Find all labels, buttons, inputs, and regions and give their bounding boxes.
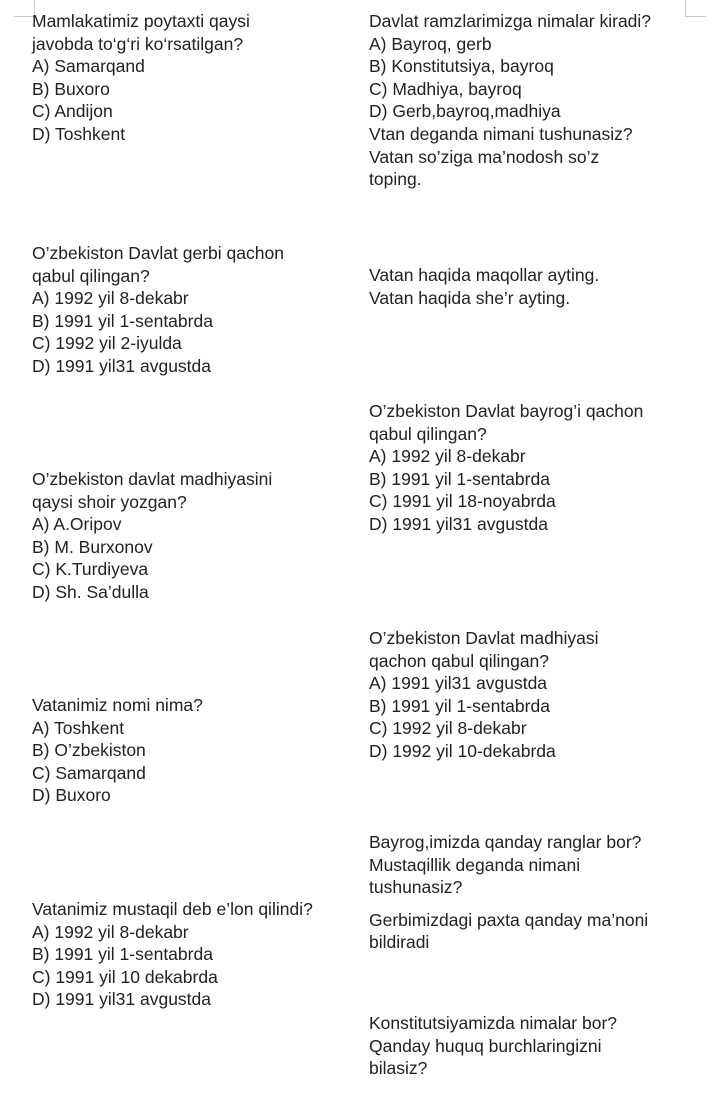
question-block-country-name [32, 694, 203, 807]
answer-option: B) 1991 yil 1-sentabrda [369, 695, 550, 716]
question-block-anthem-author [32, 468, 272, 604]
question-text: Qanday huquq burchlaringizni [369, 1035, 602, 1056]
question-text: O’zbekiston Davlat madhiyasi [369, 628, 599, 648]
answer-option: B) Konstitutsiya, bayroq [369, 56, 554, 77]
question-block-capital [32, 10, 250, 146]
answer-option: A) Bayroq, gerb [369, 33, 492, 54]
question-text: O’zbekiston davlat madhiyasini [32, 469, 273, 489]
page-corner-mark-right [685, 0, 706, 17]
question-text: Gerbimizdagi paxta qanday ma’noni [369, 909, 649, 930]
answer-option: D) 1991 yil31 avgustda [32, 989, 211, 1010]
question-text: Davlat ramzlarimizga nimalar kiradi? [369, 11, 652, 31]
answer-option: C) 1991 yil 18-noyabrda [369, 491, 556, 512]
question-text: qachon qabul qilingan? [369, 650, 550, 671]
question-text: Vatan haqida maqollar ayting. [369, 265, 600, 285]
answer-option: A) 1992 yil 8-dekabr [32, 921, 189, 942]
question-text: Vtan deganda nimani tushunasiz? [369, 123, 633, 144]
answer-option: B) 1991 yil 1-sentabrda [32, 310, 213, 331]
answer-option: D) Sh. Sa’dulla [32, 581, 149, 602]
answer-option: B) M. Burxonov [32, 536, 153, 557]
question-text: javobda to‘g‘ri ko‘rsatilgan? [32, 33, 244, 54]
question-text: bilasiz? [369, 1058, 428, 1079]
question-text: Bayrog,imizda qanday ranglar bor? [369, 832, 642, 852]
question-text: Vatan haqida she’r ayting. [369, 287, 571, 308]
question-block-flag-adoption [369, 400, 643, 536]
question-text: qaysi shoir yozgan? [32, 491, 187, 512]
answer-option: C) 1992 yil 8-dekabr [369, 718, 527, 739]
question-text: Vatan so’ziga ma’nodosh so’z [369, 146, 600, 167]
answer-option: B) 1991 yil 1-sentabrda [32, 944, 213, 965]
answer-option: B) O’zbekiston [32, 740, 146, 761]
answer-option: B) 1991 yil 1-sentabrda [369, 468, 550, 489]
question-block-coat-of-arms [32, 242, 284, 378]
answer-option: A) 1992 yil 8-dekabr [369, 446, 526, 467]
answer-option: C) 1991 yil 10 dekabrda [32, 966, 218, 987]
question-block-constitution [369, 1012, 617, 1080]
answer-option: D) 1992 yil 10-dekabrda [369, 740, 556, 761]
answer-option: C) Samarqand [32, 762, 146, 783]
answer-option: A) 1991 yil31 avgustda [369, 673, 548, 694]
answer-option: D) Gerb,bayroq,madhiya [369, 101, 561, 122]
question-block-state-symbols [369, 10, 651, 191]
question-text: toping. [369, 169, 422, 190]
question-block-flag-colors [369, 831, 648, 954]
question-block-homeland-tasks [369, 264, 599, 309]
answer-option: B) Buxoro [32, 78, 110, 99]
question-text: O’zbekiston Davlat bayrog’i qachon [369, 401, 644, 421]
question-block-independence [32, 898, 313, 1011]
answer-option: A) 1992 yil 8-dekabr [32, 288, 189, 309]
answer-option: A) Toshkent [32, 717, 125, 738]
question-text: tushunasiz? [369, 877, 463, 898]
answer-option: D) Buxoro [32, 785, 111, 806]
spacer [369, 899, 648, 909]
question-text: Vatanimiz nomi nima? [32, 695, 203, 715]
answer-option: C) 1992 yil 2-iyulda [32, 333, 182, 354]
answer-option: A) Samarqand [32, 56, 145, 77]
question-text: bildiradi [369, 932, 430, 953]
question-text: qabul qilingan? [369, 423, 487, 444]
answer-option: C) Andijon [32, 101, 113, 122]
question-text: Mamlakatimiz poytaxti qaysi [32, 11, 250, 31]
answer-option: D) 1991 yil31 avgustda [369, 513, 548, 534]
answer-option: D) 1991 yil31 avgustda [32, 355, 211, 376]
question-text: Konstitutsiyamizda nimalar bor? [369, 1013, 618, 1033]
question-text: qabul qilingan? [32, 265, 150, 286]
answer-option: C) K.Turdiyeva [32, 559, 149, 580]
answer-option: C) Madhiya, bayroq [369, 78, 522, 99]
question-block-anthem-adoption [369, 627, 599, 763]
question-text: Vatanimiz mustaqil deb e’lon qilindi? [32, 899, 313, 919]
answer-option: D) Toshkent [32, 123, 126, 144]
question-text: O’zbekiston Davlat gerbi qachon [32, 243, 284, 263]
question-text: Mustaqillik deganda nimani [369, 854, 581, 875]
answer-option: A) A.Oripov [32, 514, 122, 535]
